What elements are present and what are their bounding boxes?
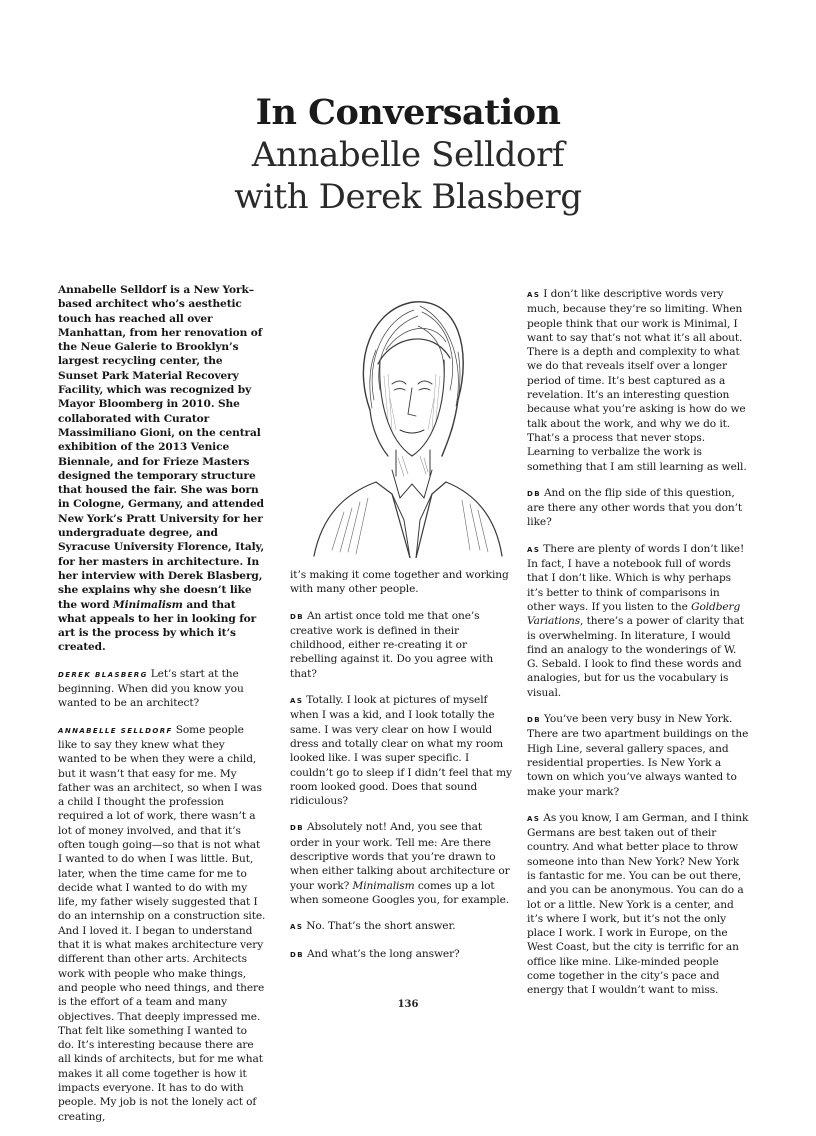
speaker-as-initials: AS [290, 697, 304, 706]
answer-3 [290, 919, 512, 934]
article-title [0, 92, 816, 218]
question-2-text: An artist once told me that one’s creative work is defined in their childhood, either re-creating it or rebelling against it. Do you agree with that? [290, 609, 494, 680]
speaker-as-initials: AS [527, 814, 541, 823]
title-line-3: with Derek Blasberg [234, 177, 582, 217]
speaker-as-label: ANNABELLE SELLDORF [58, 726, 173, 735]
title-line-1: In Conversation [255, 92, 561, 133]
title-line-2: Annabelle Selldorf [251, 135, 565, 175]
answer-6 [527, 811, 749, 998]
question-3 [290, 820, 512, 907]
page-number: 136 [397, 999, 419, 1010]
question-4-text: And what’s the long answer? [306, 947, 460, 960]
question-6-text: You’ve been very busy in New York. There are two apartment buildings on the High Line, several gallery spaces, and residential properties. Is New York a town on which you’ve always wanted to make your mark? [527, 713, 749, 798]
answer-2-text: Totally. I look at pictures of myself when I was a kid, and I look totally the same. I was very clear on how I would dress and totally clear on what my room looked like. I was super specific. I couldn’t go to sleep if I didn’t feel that my room looked good. Does that sound ridiculous? [290, 694, 512, 808]
speaker-as-initials: AS [290, 923, 304, 932]
answer-6-text: As you know, I am German, and I think Germans are best taken out of their country. And what better place to throw someone into than New York? New York is fantastic for me. You can be out there, and you can be anonymous. You can do a lot or a little. New York is a center, and it’s where I work, but it’s not the only place I work. I work in Europe, on the West Coast, but the city is terrific for an office like mine. Like-minded people come together in the city’s pace and energy that I wouldn’t want to miss. [527, 811, 749, 997]
question-3-text: Absolutely not! And, you see that order in your work. Tell me: Are there descriptive words that you’re drawn to when either talking about architecture or your work? [290, 821, 510, 892]
question-5-text: And on the flip side of this question, are there any other words that you don’t like? [527, 486, 742, 529]
answer-5 [527, 542, 749, 700]
speaker-db-initials: DB [290, 950, 304, 959]
question-5 [527, 486, 749, 530]
answer-1-text: Some people like to say they knew what they wanted to be when they were a child, but it wasn’t that easy for me. My father was an architect, so when I was a child I thought the profession required a lot of work, there wasn’t a lot of money involved, and that it’s often tough going—so that is not what I wanted to do when I was little. But, later, when the time came for me to decide what I wanted to do with my life, my father wisely suggested that I do an internship on a construction site. And I loved it. I began to understand that it is what makes architecture very different than other arts. Architects work with people who make things, and people who need things, and there is the effort of a team and many objectives. That deeply impressed me. That felt like something I wanted to do. It’s interesting because there are all kinds of architects, but for me what makes it all come together is how it impacts everyone. It has to do with people. My job is not the lonely act of creating, [58, 723, 266, 1123]
speaker-as-initials: AS [527, 545, 541, 554]
answer-4-text: I don’t like descriptive words very much, because they’re so limiting. When people think that our work is Minimal, I want to say that’s not what it’s all about. There is a depth and complexity to what we do that reveals itself over a longer period of time. It’s best captured as a revelation. It’s an interesting question because what you’re asking is how do we talk about the work, and why we do it. That’s a process that never stops. Learning to verbalize the work is something that I am still learning as well. [527, 288, 747, 473]
portrait-illustration [292, 280, 524, 558]
speaker-db-initials: DB [290, 824, 304, 833]
column-3 [527, 287, 749, 1010]
speaker-db-initials: DB [527, 716, 541, 725]
answer-2 [290, 693, 512, 808]
answer-3-text: No. That’s the short answer. [306, 920, 456, 933]
question-6 [527, 712, 749, 799]
speaker-as-initials: AS [527, 291, 541, 299]
answer-1 [58, 723, 266, 1124]
speaker-db-label: DEREK BLASBERG [58, 670, 148, 679]
intro-emphasis: Minimalism [113, 598, 183, 611]
intro-text-end: and that what appeals to her in looking for art is the process by which it’s created. [58, 598, 257, 654]
speaker-db-initials: DB [290, 612, 304, 621]
question-1 [58, 667, 266, 711]
question-3-emphasis: Minimalism [352, 879, 415, 892]
speaker-db-initials: DB [527, 489, 541, 498]
intro-paragraph [58, 283, 266, 655]
answer-1-continued: it’s making it come together and working with many other people. [290, 569, 509, 596]
question-4 [290, 947, 512, 962]
answer-5-text-end: , there’s a power of clarity that is overwhelming. In literature, I would find an analogy to the wonderings of W. G. Sebald. I look to find these words and analogies, but for us the vocabulary is visual. [527, 615, 744, 699]
answer-5-text: There are plenty of words I don’t like! In fact, I have a notebook full of words that I don’t like. Which is why perhaps it’s better to think of comparisons in other ways. If you listen to the [527, 542, 745, 613]
question-3-text-end: comes up a lot when someone Googles you, for example. [290, 879, 510, 906]
question-1-text: Let’s start at the beginning. When did you know you wanted to be an architect? [58, 667, 244, 710]
answer-4 [527, 287, 749, 474]
column-2 [290, 568, 512, 974]
question-2 [290, 609, 512, 681]
answer-5-emphasis: Goldberg Variations [527, 600, 741, 628]
intro-text: Annabelle Selldorf is a New York–based architect who’s aesthetic touch has reached all over Manhattan, from her renovation of the Neue Galerie to Brooklyn’s largest recycling center, the Sunset Park Material Recovery Facility, which was recognized by Mayor Bloomberg in 2010. She collaborated with Curator Massimiliano Gioni, on the central exhibition of the 2013 Venice Biennale, and for Frieze Masters designed the temporary structure that housed the fair. She was born in Cologne, Germany, and attended New York’s Pratt University for her undergraduate degree, and Syracuse University Florence, Italy, for her masters in architecture. In her interview with Derek Blasberg, she explains why she doesn’t like the word [58, 284, 265, 611]
